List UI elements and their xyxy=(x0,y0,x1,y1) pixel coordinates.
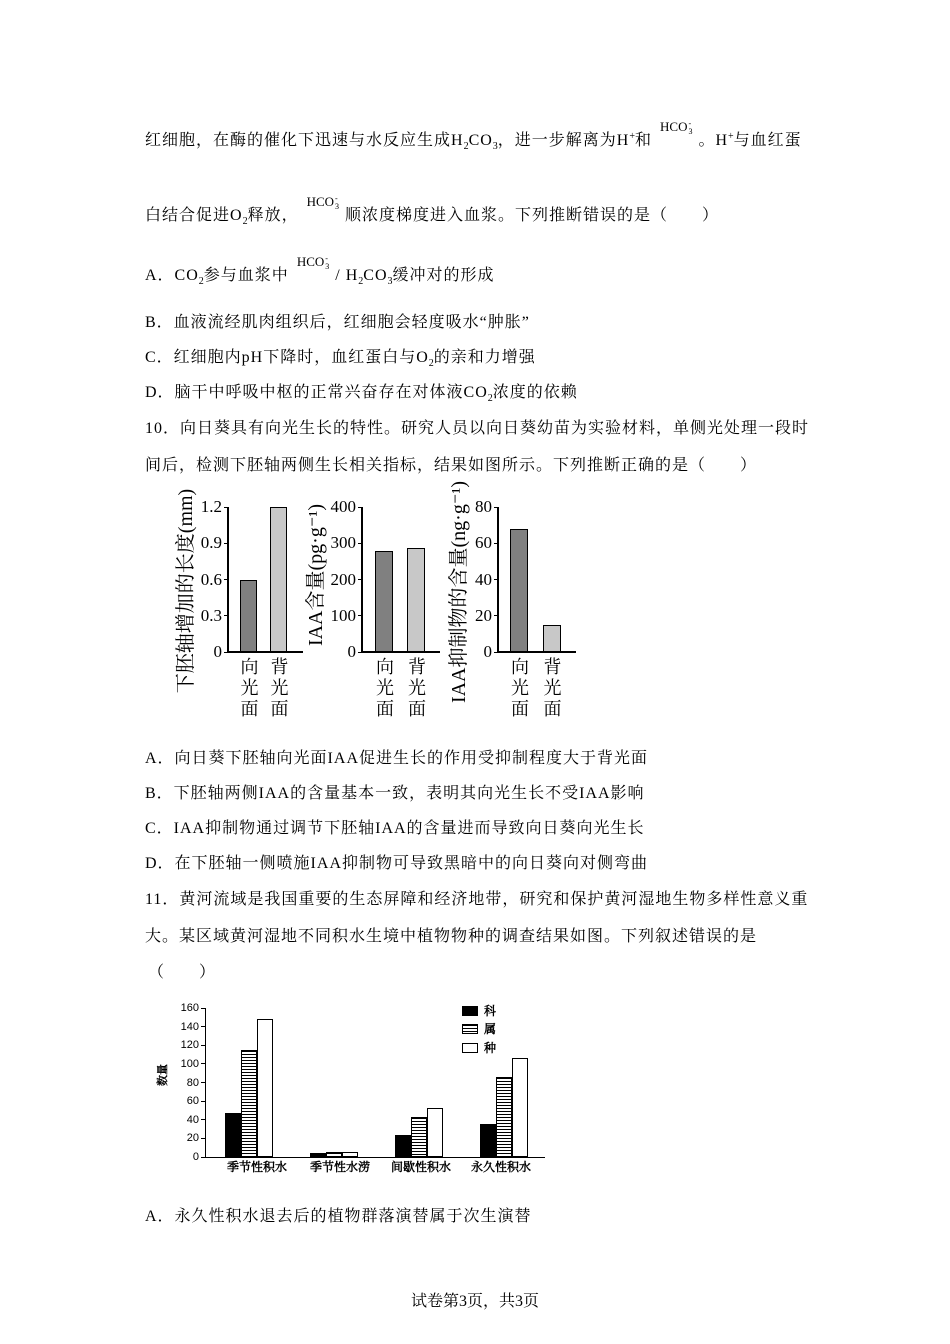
y-tick-label: 100 xyxy=(330,605,356,625)
y-tick-label: 0 xyxy=(483,642,492,661)
bicarbonate-formula xyxy=(660,117,692,141)
bar-species xyxy=(427,1108,443,1157)
category-label: 永久性积水 xyxy=(470,1160,532,1174)
bar-family xyxy=(310,1153,326,1157)
q10-stem-line-2 xyxy=(145,456,757,476)
q11-option-a xyxy=(145,1207,532,1227)
q10-option-d xyxy=(145,854,648,874)
category-label: 间歇性积水 xyxy=(390,1160,452,1174)
q10-option-c xyxy=(145,819,645,839)
q11-answer-parentheses xyxy=(148,963,216,983)
option-text: 参与血浆中 xyxy=(203,267,289,284)
stem-text: 顺浓度梯度进入血浆。下列推断错误的是（ ） xyxy=(345,207,720,224)
bar-shade-side xyxy=(407,548,425,652)
category-label: 季节性积水 xyxy=(226,1160,288,1174)
x-axis xyxy=(362,651,440,653)
y-tick-label: 200 xyxy=(330,569,356,589)
y-tick xyxy=(201,1045,205,1046)
y-tick xyxy=(358,615,362,616)
formula-charge-index xyxy=(335,195,339,211)
y-tick xyxy=(358,543,362,544)
y-tick xyxy=(201,1119,205,1120)
option-text: D．在下胚轴一侧喷施IAA抑制物可导致黑暗中的向日葵向对侧弯曲 xyxy=(145,855,648,872)
stem-text: CO xyxy=(468,132,493,149)
y-tick-label: 0 xyxy=(213,642,222,661)
subscript: 2 xyxy=(242,216,248,227)
y-tick-label: 80 xyxy=(475,497,492,516)
bar-family xyxy=(225,1113,241,1157)
subscript: 2 xyxy=(463,141,469,152)
q9-stem-line-1 xyxy=(145,119,802,155)
y-tick-label: 20 xyxy=(475,605,492,625)
superscript: + xyxy=(728,131,734,142)
bar-light-side xyxy=(240,580,257,653)
bar-species xyxy=(512,1058,528,1157)
q11-stem-line-2 xyxy=(145,927,757,947)
y-tick-label: 20 xyxy=(186,1132,199,1145)
category-label: 背光面 xyxy=(541,657,562,720)
option-text: B．血液流经肌肉组织后，红细胞会轻度吸水“肿胀” xyxy=(145,314,530,331)
option-text: 缓冲对的形成 xyxy=(392,267,495,284)
page-footer: 试卷第3页，共3页 xyxy=(410,1293,539,1310)
y-tick-label: 0.6 xyxy=(200,569,222,589)
category-label: 向光面 xyxy=(238,657,259,720)
y-tick-label: 60 xyxy=(475,533,492,553)
y-tick xyxy=(494,615,498,616)
option-text: C．IAA抑制物通过调节下胚轴IAA的含量进而导致向日葵向光生长 xyxy=(145,820,645,837)
option-text: C．红细胞内pH下降时，血红蛋白与O xyxy=(145,349,429,366)
formula-base: HCO xyxy=(660,119,688,134)
bar-genus xyxy=(241,1050,257,1157)
bar-species xyxy=(257,1019,273,1157)
y-tick-label: 1.2 xyxy=(200,497,222,516)
bar-shade-side xyxy=(270,507,287,652)
y-tick xyxy=(224,579,228,580)
y-tick xyxy=(201,1063,205,1064)
legend-swatch-species xyxy=(462,1043,478,1053)
category-label: 背光面 xyxy=(268,657,289,720)
bar-species xyxy=(342,1152,358,1157)
y-tick xyxy=(358,507,362,508)
q9-option-a xyxy=(145,254,495,290)
stem-text: 红细胞，在酶的催化下迅速与水反应生成H xyxy=(145,132,464,149)
y-tick-label: 120 xyxy=(180,1039,199,1052)
y-tick-label: 40 xyxy=(186,1113,199,1126)
bar-genus xyxy=(411,1117,427,1157)
option-text: 浓度的依赖 xyxy=(492,384,578,401)
stem-text: 白结合促进O xyxy=(145,207,243,224)
y-axis-label: IAA含量(pg·g⁻¹) xyxy=(305,503,327,647)
bicarbonate-formula xyxy=(307,192,339,216)
option-text: / H xyxy=(335,267,359,284)
formula-index: 3 xyxy=(335,202,340,211)
y-tick xyxy=(201,1101,205,1102)
answer-parentheses: （ ） xyxy=(148,964,217,981)
superscript: + xyxy=(629,131,635,142)
stem-text: 。H xyxy=(698,132,729,149)
legend-label: 种 xyxy=(484,1041,497,1055)
formula-base: HCO xyxy=(296,254,325,269)
y-tick xyxy=(201,1082,205,1083)
option-text: 的亲和力增强 xyxy=(433,349,536,366)
bar-shade-side xyxy=(543,625,561,652)
y-tick xyxy=(494,652,498,653)
category-label: 季节性水涝 xyxy=(309,1160,371,1174)
category-label: 背光面 xyxy=(406,657,426,720)
formula-base: HCO xyxy=(306,194,335,209)
bar-genus xyxy=(496,1077,512,1157)
bar-family xyxy=(480,1124,496,1157)
subscript: 2 xyxy=(198,276,204,287)
y-axis-label: IAA抑制物的含量(ng·g⁻¹) xyxy=(448,480,470,704)
y-tick-label: 140 xyxy=(180,1020,199,1033)
q10-option-a xyxy=(145,749,648,769)
bar-genus xyxy=(326,1152,342,1157)
category-label: 向光面 xyxy=(374,657,394,720)
stem-text: 间后，检测下胚轴两侧生长相关指标，结果如图所示。下列推断正确的是（ ） xyxy=(145,457,758,474)
category-label: 向光面 xyxy=(509,657,529,720)
formula-charge-index xyxy=(325,255,329,271)
bar-light-side xyxy=(510,529,528,652)
y-tick-label: 400 xyxy=(330,497,356,516)
y-tick xyxy=(358,579,362,580)
stem-text: 大。某区域黄河湿地不同积水生境中植物物种的调查结果如图。下列叙述错误的是 xyxy=(145,928,758,945)
legend-label: 科 xyxy=(484,1004,497,1018)
stem-text: 11．黄河流域是我国重要的生态屏障和经济地带，研究和保护黄河湿地生物多样性意义重 xyxy=(145,891,809,908)
y-tick xyxy=(224,543,228,544)
y-tick xyxy=(201,1157,205,1158)
q9-option-b xyxy=(145,313,530,333)
formula-charge: - xyxy=(335,194,338,203)
legend-label: 属 xyxy=(484,1022,497,1036)
y-tick-label: 0 xyxy=(192,1151,199,1163)
stem-text: 和 xyxy=(635,132,653,149)
q10-option-b xyxy=(145,784,645,804)
stem-text: 与血红蛋 xyxy=(733,132,802,149)
option-text: B．下胚轴两侧IAA的含量基本一致，表明其向光生长不受IAA影响 xyxy=(145,785,645,802)
bar-family xyxy=(395,1135,411,1157)
subscript: 3 xyxy=(492,141,498,152)
y-tick xyxy=(358,652,362,653)
q9-option-d xyxy=(145,383,578,405)
formula-charge: - xyxy=(688,119,692,128)
y-tick-label: 60 xyxy=(186,1095,199,1108)
formula-index: 3 xyxy=(688,127,693,136)
option-text: A．向日葵下胚轴向光面IAA促进生长的作用受抑制程度大于背光面 xyxy=(145,750,648,767)
q10-stem-line-1 xyxy=(145,419,809,439)
y-tick-label: 160 xyxy=(180,1002,199,1014)
y-axis-label: 数量 xyxy=(157,1064,169,1086)
y-tick-label: 80 xyxy=(186,1076,199,1089)
legend-swatch-family xyxy=(462,1006,478,1016)
q9-stem-line-2 xyxy=(145,194,720,230)
y-tick-label: 300 xyxy=(330,533,356,553)
stem-text: ，进一步解离为H xyxy=(497,132,630,149)
bicarbonate-formula xyxy=(297,252,329,276)
option-text: CO xyxy=(363,267,388,284)
option-text: D．脑干中呼吸中枢的正常兴奋存在对体液CO xyxy=(145,384,488,401)
y-tick xyxy=(494,543,498,544)
y-tick-label: 40 xyxy=(475,569,492,589)
subscript: 2 xyxy=(487,393,493,404)
formula-charge-index xyxy=(688,120,692,136)
legend-swatch-genus xyxy=(462,1024,478,1034)
y-tick-label: 0.9 xyxy=(200,533,222,553)
y-tick xyxy=(494,579,498,580)
q11-stem-line-1 xyxy=(145,890,808,910)
formula-charge: - xyxy=(325,254,328,263)
subscript: 2 xyxy=(428,358,434,369)
y-tick-label: 0.3 xyxy=(200,605,222,625)
stem-text: 10．向日葵具有向光生长的特性。研究人员以向日葵幼苗为实验材料，单侧光处理一段时 xyxy=(145,420,810,437)
y-tick xyxy=(201,1026,205,1027)
y-tick xyxy=(224,507,228,508)
y-tick xyxy=(201,1138,205,1139)
option-text: A．CO xyxy=(145,267,199,284)
stem-text: 释放， xyxy=(247,207,299,224)
subscript: 3 xyxy=(387,276,393,287)
bar-light-side xyxy=(375,551,393,652)
y-tick xyxy=(201,1008,205,1009)
q9-option-c xyxy=(145,348,536,370)
y-tick xyxy=(224,652,228,653)
y-tick xyxy=(494,507,498,508)
y-tick xyxy=(224,615,228,616)
formula-index: 3 xyxy=(325,262,330,271)
y-tick-label: 100 xyxy=(180,1057,199,1070)
y-tick-label: 0 xyxy=(347,642,356,661)
y-axis-label: 下胚轴增加的长度(mm) xyxy=(175,488,197,694)
option-text: A．永久性积水退去后的植物群落演替属于次生演替 xyxy=(145,1208,532,1225)
subscript: 2 xyxy=(358,276,364,287)
